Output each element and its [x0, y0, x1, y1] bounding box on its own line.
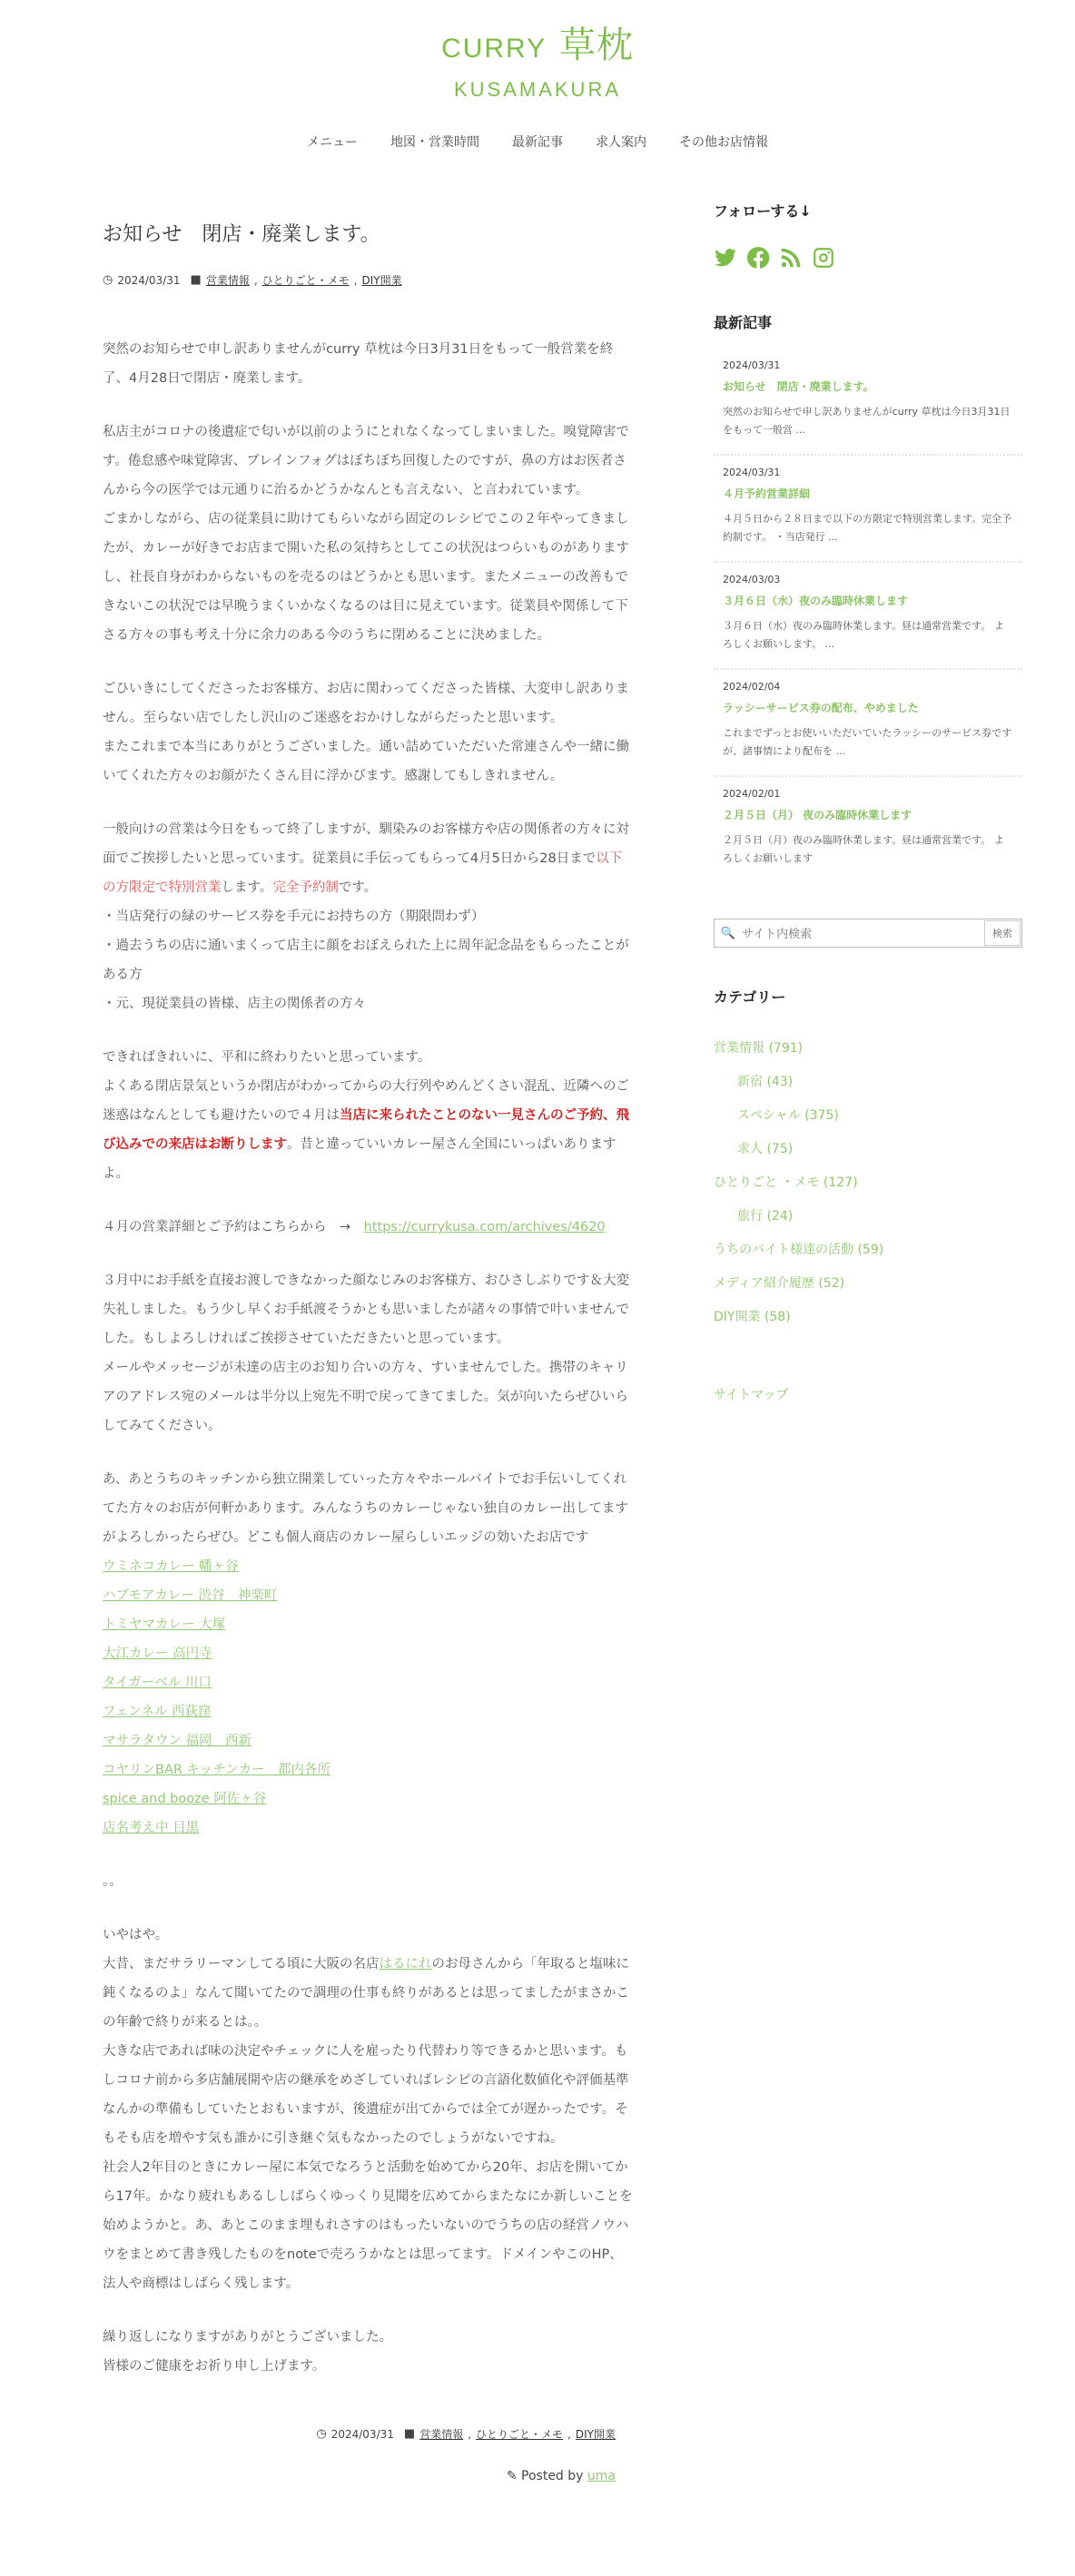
- posted-by: [103, 2469, 616, 2483]
- post-meta-bottom: ◷ 2024/03/31 ■ 営業情報 , ひとりごと・メモ , DIY開業: [316, 2427, 616, 2441]
- paragraph: [103, 1465, 634, 1843]
- article: [103, 220, 634, 2483]
- shop-link[interactable]: 大江カレー 高円寺: [103, 1647, 212, 1661]
- text: 私店主がコロナの後遺症で匂いが以前のようにとれなくなってしまいました。嗅覚障害です。倦怠感や味覚障害、ブレインフォグはぼちぼち回復したのですが、鼻の方はお医者さんから今の医学では元通りに治るかどうかなんとも言えない、と言われています。 ごまかしながら、店の従業員に助けてもらいながら固定のレシピでこの２年やってきましたが、カレーが好きでお店まで開いた私の気持ちとしてこの状況はつらいものがありますし、社長自身がわからないものを売るのはどうかとも思います。またメニューの改善もできないこの状況では早晩うまくいかなくなるのは目に見えています。従業員や関係して下さる方々の事も考え十分に余力のある今のうちに閉めることに決めました。: [103, 425, 629, 643]
- article-body: [103, 335, 634, 2381]
- recent-post-title[interactable]: ４月予約営業詳細: [723, 487, 811, 500]
- site-logo[interactable]: [0, 24, 1075, 102]
- text: 。昔と違っていいカレー屋さん全国にいっぱいありますよ。: [103, 1137, 616, 1181]
- recent-posts-title: 最新記事: [714, 314, 773, 331]
- recent-post-item[interactable]: [714, 777, 1022, 882]
- text: 。。: [103, 1874, 123, 1889]
- text: 一般向けの営業は今日をもって終了しますが、馴染みのお客様方や店の関係者の方々に対面でご挨拶したいと思っています。従業員に手伝ってもらって4月5日から28日まで: [103, 822, 629, 866]
- nav-item-other-info[interactable]: その他お店情報: [679, 135, 768, 150]
- recent-post-item[interactable]: [714, 670, 1022, 777]
- recent-post-item[interactable]: [714, 349, 1022, 456]
- paragraph: [103, 1867, 634, 1896]
- category-item[interactable]: 新宿 (43): [737, 1075, 794, 1089]
- recent-post-date: 2024/03/31: [723, 359, 781, 371]
- search-input[interactable]: [742, 927, 984, 940]
- recent-post-excerpt: ２月５日（月）夜のみ臨時休業します。昼は通常営業です。 よろしくお願いします: [723, 834, 1004, 864]
- sitemap-link[interactable]: サイトマップ: [714, 1388, 789, 1402]
- page-title: お知らせ 閉店・廃業します。: [103, 223, 380, 246]
- paragraph: [103, 1921, 634, 2298]
- recent-post-item[interactable]: [714, 563, 1022, 670]
- posted-by-label: Posted by: [521, 2469, 584, 2483]
- category-link[interactable]: DIY開業: [361, 274, 402, 287]
- nav-item-latest[interactable]: 最新記事: [512, 135, 563, 150]
- text: あ、あとうちのキッチンから独立開業していった方々やホールバイトでお手伝いしてくれてた方々のお店が何軒かあります。みんなうちのカレーじゃない独自のカレー出してますがよろしかったらぜひ。どこも個人商店のカレー屋らしいエッジの効いたお店です: [103, 1472, 628, 1545]
- paragraph: [103, 2323, 634, 2381]
- category-link[interactable]: 営業情報: [419, 2428, 464, 2441]
- folder-icon: ■: [403, 2427, 416, 2441]
- category-item[interactable]: ひとりごと ・メモ (127): [714, 1175, 858, 1190]
- shop-link[interactable]: ウミネコカレー 幡ヶ谷: [103, 1559, 239, 1574]
- category-item[interactable]: DIY開業 (58): [714, 1310, 791, 1324]
- logo-text-jp: 草枕: [558, 25, 634, 66]
- nav-item-menu[interactable]: メニュー: [307, 135, 358, 150]
- text: ４月の営業詳細とご予約はこちらから →: [103, 1220, 364, 1234]
- paragraph: [103, 1266, 634, 1440]
- search-button[interactable]: 検索: [984, 920, 1021, 946]
- recent-post-excerpt: ３月６日（水）夜のみ臨時休業します。昼は通常営業です。 よろしくお願いします。 ...: [723, 620, 1004, 650]
- shop-link[interactable]: フェンネル 西荻窪: [103, 1705, 212, 1719]
- text: いやはや。 大昔、まだサラリーマンしてる頃に大阪の名店: [103, 1928, 380, 1971]
- post-date: 2024/03/31: [330, 2427, 394, 2441]
- category-item[interactable]: スペシャル (375): [737, 1108, 839, 1123]
- recent-post-item[interactable]: [714, 456, 1022, 563]
- post-meta-top: ◷ 2024/03/31 ■ 営業情報 , ひとりごと・メモ , DIY開業: [103, 273, 402, 287]
- paragraph: [103, 674, 634, 791]
- category-item[interactable]: メディア紹介履歴 (52): [714, 1276, 845, 1291]
- follow-title: フォローする↓: [714, 202, 812, 220]
- shop-link[interactable]: ハブモアカレー 渋谷 神楽町: [103, 1588, 278, 1603]
- post-date: 2024/03/31: [117, 273, 181, 287]
- inline-link[interactable]: はるにれ: [379, 1957, 432, 1971]
- text: 突然のお知らせで申し訳ありませんがcurry 草枕は今日3月31日をもって一般営業を終了、4月28日で閉店・廃業します。: [103, 342, 614, 386]
- paragraph: [103, 335, 634, 393]
- recent-post-title[interactable]: ２月５日（月） 夜のみ臨時休業します: [723, 809, 912, 821]
- recent-post-title[interactable]: ラッシーサービス券の配布、やめました: [723, 702, 919, 714]
- paragraph: [103, 1213, 634, 1242]
- logo-subtitle: KUSAMAKURA: [453, 78, 622, 101]
- site-search: [714, 919, 1022, 948]
- text: ごひいきにしてくださったお客様方、お店に関わってくださった皆様、大変申し訳ありません。至らない店でしたし沢山のご迷惑をおかけしながらだったと思います。 またこれまで本当にありがとうございました。通い詰めていただいた常連さんや一緒に働いてくれた方々のお顔がたくさん目に浮かびます。感謝してもしきれません。: [103, 682, 629, 783]
- folder-icon: ■: [190, 273, 202, 287]
- rss-icon[interactable]: [779, 246, 803, 270]
- category-item[interactable]: 営業情報 (791): [714, 1041, 804, 1056]
- text: のお母さんから「年取ると塩味に鈍くなるのよ」なんて聞いてたので調理の仕事も終りがあるとは思ってましたがまさかこの年齢で終りが来るとは。。 大きな店であれば味の決定やチェックに人を雇ったり代替わり等できるかと思います。もしコロナ前から多店舗展開や店の継承をめざしていればレシピの言語化数値化や評価基準なんかの準備もしていたとおもいますが、後遺症が出てからでは全てが遅かったです。そもそも店を増やす気も誰かに引き継ぐ気もなかったのでしょうがないですね。 社会人2年目のときにカレー屋に本気でなろうと活動を始めてから20年、お店を開いてから17年。かなり疲れもあるししばらくゆっくり見聞を広めてからまたなにか新しいことを始めようかと。あ、あとこのまま埋もれさすのはもったいないのでうちの店の経営ノウハウをまとめて書き残したものをnoteで売ろうかなとは思ってます。ドメインやこのHP、法人や商標はしばらく残します。: [103, 1957, 633, 2291]
- search-icon: 🔍: [720, 926, 736, 940]
- shop-link[interactable]: コヤリンBAR キッチンカー 都内各所: [103, 1763, 331, 1777]
- facebook-icon[interactable]: [746, 246, 770, 270]
- nav-item-jobs[interactable]: 求人案内: [596, 135, 646, 150]
- recent-post-title[interactable]: ３月６日（水）夜のみ臨時休業します: [723, 595, 909, 607]
- recent-post-excerpt: これまでずっとお使いいただいていたラッシーのサービス券ですが、諸事情により配布を ...: [723, 727, 1012, 757]
- paragraph: [103, 815, 634, 1018]
- inline-link[interactable]: https://currykusa.com/archives/4620: [363, 1220, 606, 1234]
- category-title: カテゴリー: [714, 988, 786, 1006]
- twitter-icon[interactable]: [714, 246, 737, 270]
- category-item[interactable]: 旅行 (24): [737, 1209, 794, 1224]
- clock-icon: ◷: [316, 2427, 327, 2441]
- warning-text: 当店に来られたことのない一見さんのご予約、飛び込みでの来店はお断りします: [103, 1108, 629, 1152]
- category-link[interactable]: ひとりごと・メモ: [476, 2428, 564, 2441]
- logo-text-en: CURRY: [441, 34, 547, 64]
- social-links: [714, 246, 1022, 270]
- main-nav: [0, 133, 1075, 151]
- recent-post-date: 2024/03/03: [723, 574, 781, 585]
- author-link[interactable]: uma: [587, 2469, 616, 2483]
- sidebar: [714, 200, 1022, 1403]
- instagram-icon[interactable]: [812, 246, 835, 270]
- nav-item-map-hours[interactable]: 地図・営業時間: [390, 135, 479, 150]
- highlight-text: 完全予約制: [272, 880, 339, 895]
- shop-link[interactable]: 店名考え中 目黒: [103, 1821, 200, 1835]
- recent-post-date: 2024/03/31: [723, 467, 781, 478]
- category-link[interactable]: DIY開業: [575, 2428, 616, 2441]
- recent-post-excerpt: ４月５日から２８日まで以下の方限定で特別営業します。完全予約制です。 ・当店発行 ...: [723, 513, 1012, 543]
- shop-link[interactable]: spice and booze 阿佐ヶ谷: [103, 1792, 267, 1806]
- recent-post-title[interactable]: お知らせ 閉店・廃業します。: [723, 380, 874, 393]
- text: 繰り返しになりますがありがとうございました。 皆様のご健康をお祈り申し上げます。: [103, 2330, 392, 2374]
- pencil-icon: ✎: [506, 2469, 518, 2483]
- category-item[interactable]: うちのバイト様達の活動 (59): [714, 1243, 884, 1257]
- recent-post-date: 2024/02/01: [723, 788, 781, 800]
- paragraph: [103, 1043, 634, 1188]
- recent-post-excerpt: 突然のお知らせで申し訳ありませんがcurry 草枕は今日3月31日をもって一般営 ...: [723, 406, 1011, 436]
- shop-link[interactable]: トミヤマカレー 大塚: [103, 1617, 226, 1632]
- paragraph: [103, 418, 634, 650]
- text: します。: [221, 880, 273, 895]
- shop-link[interactable]: マサラタウン 福岡 西新: [103, 1734, 251, 1748]
- recent-posts-list: [714, 349, 1022, 882]
- category-link[interactable]: ひとりごと・メモ: [261, 274, 350, 287]
- category-list: [714, 1032, 1022, 1334]
- shop-link[interactable]: タイガーベル 川口: [103, 1676, 212, 1690]
- clock-icon: ◷: [103, 273, 113, 287]
- text: です。 ・当店発行の緑のサービス券を手元にお持ちの方（期限問わず） ・過去うちの店に通いまくって店主に顔をおぼえられた上に周年記念品をもらったことがある方 ・元、現従業員の皆様、店主の関係者の方々: [103, 880, 629, 1011]
- text: できればきれいに、平和に終わりたいと思っています。 よくある閉店景気というか閉店がわかってからの大行列やめんどくさい混乱、近隣へのご迷惑はなんとしても避けたいので４月は: [103, 1050, 629, 1123]
- category-item[interactable]: 求人 (75): [737, 1142, 794, 1156]
- highlight-text: 以下の方限定で特別営業: [103, 851, 623, 895]
- text: ３月中にお手紙を直接お渡しできなかった顔なじみのお客様方、おひさしぶりです＆大変失礼しました。もう少し早くお手紙渡そうかとも思いましたが諸々の事情で叶いませんでした。もしよろしければご挨拶させていただきたいと思っています。 メールやメッセージが未達の店主のお知り合いの方々、すいませんでした。携帯のキャリアのアドレス宛のメールは半分以上宛先不明で戻ってきてました。気が向いたらぜひいらしてみてください。: [103, 1273, 629, 1433]
- recent-post-date: 2024/02/04: [723, 681, 781, 693]
- category-link[interactable]: 営業情報: [205, 274, 250, 287]
